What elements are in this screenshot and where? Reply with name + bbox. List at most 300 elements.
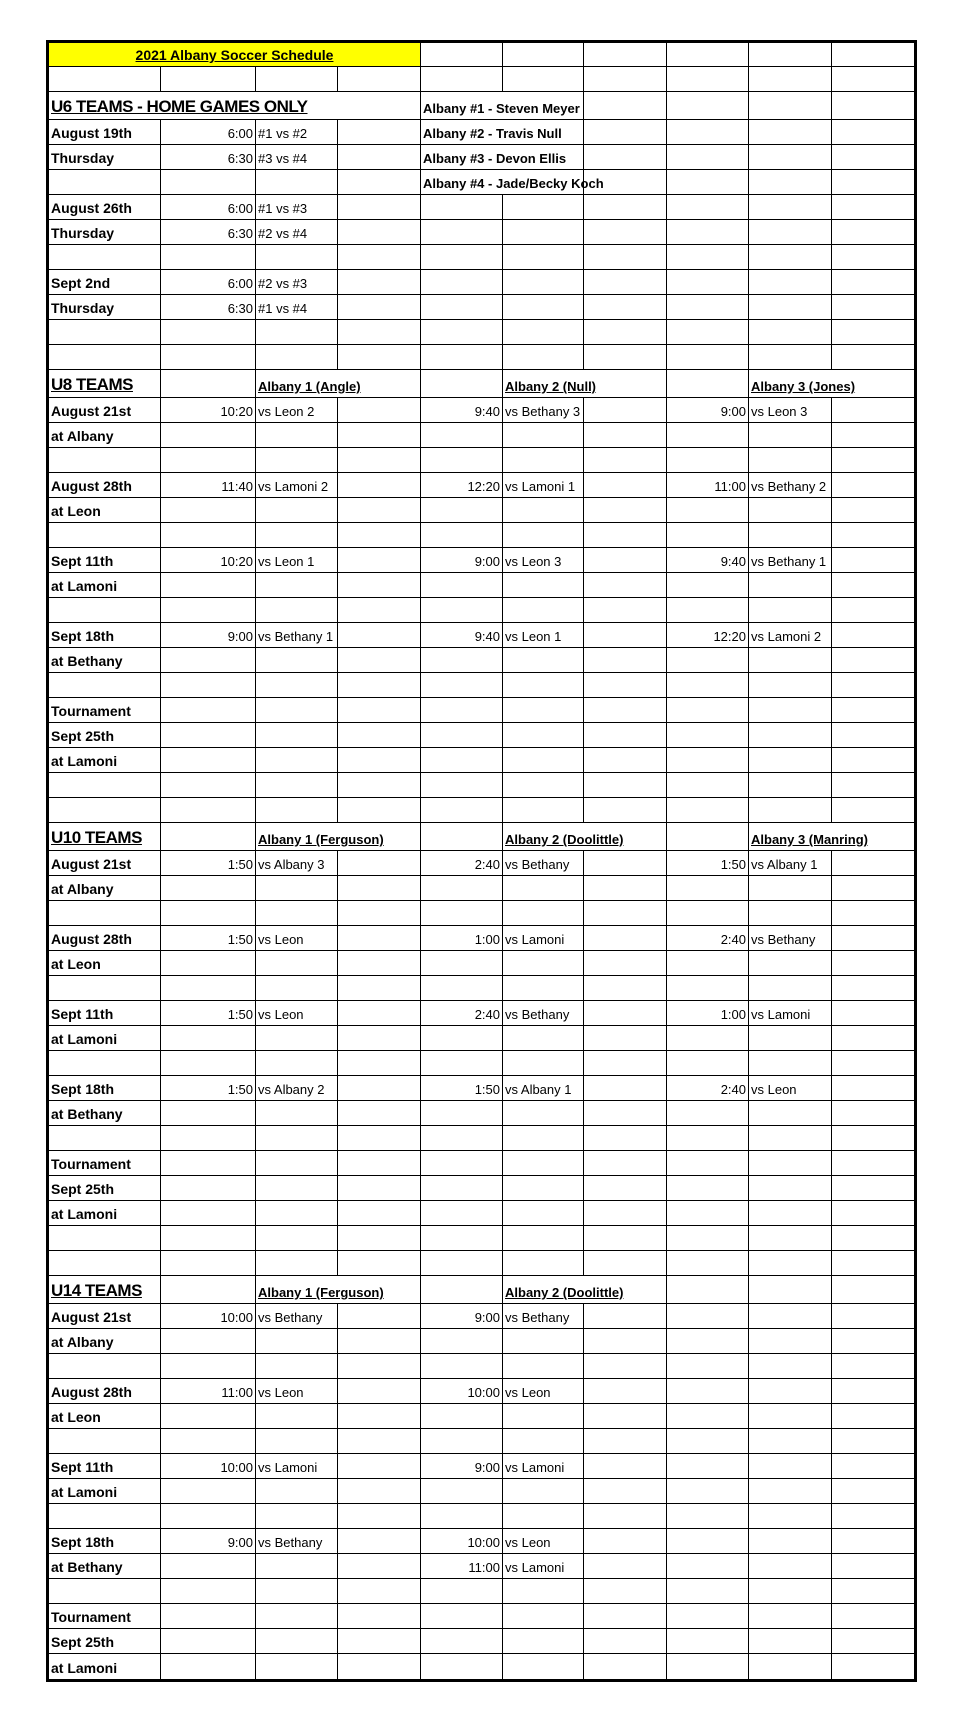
empty-cell[interactable] [584,195,667,220]
empty-cell[interactable] [256,1176,338,1201]
empty-cell[interactable] [832,1404,914,1429]
empty-cell[interactable] [584,851,667,876]
empty-cell[interactable] [503,951,584,976]
empty-cell[interactable] [256,1629,338,1654]
empty-cell[interactable] [161,498,256,523]
empty-cell[interactable] [161,345,256,370]
empty-cell[interactable] [667,195,749,220]
empty-cell[interactable] [161,1126,256,1151]
empty-cell[interactable] [503,1429,584,1454]
empty-cell[interactable] [667,598,749,623]
empty-cell[interactable] [667,120,749,145]
opponent-cell[interactable] [256,1379,338,1404]
empty-cell[interactable] [584,673,667,698]
empty-cell[interactable] [667,673,749,698]
opponent-cell[interactable] [256,120,338,145]
empty-cell[interactable] [161,1504,256,1529]
empty-cell[interactable] [338,1529,421,1554]
empty-cell[interactable] [832,1101,914,1126]
empty-cell[interactable] [256,1051,338,1076]
empty-cell[interactable] [832,320,914,345]
empty-cell[interactable] [584,926,667,951]
empty-cell[interactable] [256,1201,338,1226]
empty-cell[interactable] [667,295,749,320]
empty-cell[interactable] [161,423,256,448]
empty-cell[interactable] [667,1276,749,1304]
empty-cell[interactable] [49,1504,161,1529]
empty-cell[interactable] [667,951,749,976]
game-time-cell[interactable] [161,851,256,876]
empty-cell[interactable] [667,498,749,523]
empty-cell[interactable] [338,1504,421,1529]
empty-cell[interactable] [749,1251,832,1276]
date-label-cell[interactable] [49,1101,161,1126]
empty-cell[interactable] [749,598,832,623]
empty-cell[interactable] [421,523,503,548]
date-label-cell[interactable] [49,1329,161,1354]
empty-cell[interactable] [161,1604,256,1629]
empty-cell[interactable] [256,1126,338,1151]
empty-cell[interactable] [749,1276,832,1304]
empty-cell[interactable] [749,295,832,320]
empty-cell[interactable] [161,698,256,723]
empty-cell[interactable] [749,1454,832,1479]
empty-cell[interactable] [338,1226,421,1251]
empty-cell[interactable] [667,423,749,448]
opponent-cell[interactable] [256,270,338,295]
opponent-cell[interactable] [749,548,832,573]
empty-cell[interactable] [338,623,421,648]
empty-cell[interactable] [832,901,914,926]
opponent-cell[interactable] [256,220,338,245]
empty-cell[interactable] [749,270,832,295]
empty-cell[interactable] [421,1629,503,1654]
empty-cell[interactable] [584,1001,667,1026]
empty-cell[interactable] [667,976,749,1001]
opponent-cell[interactable] [503,851,584,876]
game-time-cell[interactable] [161,623,256,648]
empty-cell[interactable] [421,598,503,623]
empty-cell[interactable] [584,901,667,926]
empty-cell[interactable] [667,1429,749,1454]
empty-cell[interactable] [161,1654,256,1679]
empty-cell[interactable] [832,523,914,548]
date-label-cell[interactable] [49,1554,161,1579]
empty-cell[interactable] [667,1629,749,1654]
empty-cell[interactable] [667,270,749,295]
date-label-cell[interactable] [49,623,161,648]
empty-cell[interactable] [749,145,832,170]
empty-cell[interactable] [584,1051,667,1076]
empty-cell[interactable] [749,698,832,723]
empty-cell[interactable] [584,648,667,673]
empty-cell[interactable] [667,773,749,798]
game-time-cell[interactable] [667,851,749,876]
team-header-cell[interactable] [256,1276,421,1304]
date-label-cell[interactable] [49,1026,161,1051]
empty-cell[interactable] [749,523,832,548]
empty-cell[interactable] [667,1654,749,1679]
empty-cell[interactable] [832,723,914,748]
empty-cell[interactable] [832,67,914,92]
empty-cell[interactable] [584,1579,667,1604]
empty-cell[interactable] [338,270,421,295]
empty-cell[interactable] [503,1026,584,1051]
empty-cell[interactable] [256,448,338,473]
opponent-cell[interactable] [503,926,584,951]
empty-cell[interactable] [503,798,584,823]
empty-cell[interactable] [584,270,667,295]
empty-cell[interactable] [832,773,914,798]
empty-cell[interactable] [338,295,421,320]
empty-cell[interactable] [338,1354,421,1379]
empty-cell[interactable] [49,773,161,798]
empty-cell[interactable] [832,623,914,648]
empty-cell[interactable] [749,43,832,67]
empty-cell[interactable] [338,145,421,170]
empty-cell[interactable] [256,498,338,523]
empty-cell[interactable] [667,67,749,92]
empty-cell[interactable] [256,1504,338,1529]
empty-cell[interactable] [667,573,749,598]
empty-cell[interactable] [338,498,421,523]
empty-cell[interactable] [421,648,503,673]
empty-cell[interactable] [584,170,667,195]
game-time-cell[interactable] [667,548,749,573]
empty-cell[interactable] [49,673,161,698]
empty-cell[interactable] [421,245,503,270]
empty-cell[interactable] [832,498,914,523]
empty-cell[interactable] [667,1026,749,1051]
empty-cell[interactable] [584,1404,667,1429]
empty-cell[interactable] [503,976,584,1001]
empty-cell[interactable] [832,1429,914,1454]
empty-cell[interactable] [667,1554,749,1579]
opponent-cell[interactable] [749,623,832,648]
date-label-cell[interactable] [49,270,161,295]
empty-cell[interactable] [161,823,256,851]
empty-cell[interactable] [421,573,503,598]
opponent-cell[interactable] [503,1076,584,1101]
empty-cell[interactable] [749,1226,832,1251]
empty-cell[interactable] [584,1604,667,1629]
game-time-cell[interactable] [161,295,256,320]
empty-cell[interactable] [49,245,161,270]
empty-cell[interactable] [749,1329,832,1354]
section-header-cell[interactable] [49,823,161,851]
empty-cell[interactable] [421,1329,503,1354]
empty-cell[interactable] [161,370,256,398]
empty-cell[interactable] [338,1076,421,1101]
empty-cell[interactable] [584,1379,667,1404]
empty-cell[interactable] [503,723,584,748]
empty-cell[interactable] [256,1354,338,1379]
empty-cell[interactable] [832,951,914,976]
empty-cell[interactable] [503,345,584,370]
empty-cell[interactable] [584,548,667,573]
empty-cell[interactable] [749,1579,832,1604]
empty-cell[interactable] [667,448,749,473]
empty-cell[interactable] [832,1051,914,1076]
empty-cell[interactable] [256,1101,338,1126]
empty-cell[interactable] [667,1529,749,1554]
empty-cell[interactable] [338,1579,421,1604]
empty-cell[interactable] [421,773,503,798]
empty-cell[interactable] [421,1504,503,1529]
empty-cell[interactable] [338,1001,421,1026]
empty-cell[interactable] [503,598,584,623]
empty-cell[interactable] [503,876,584,901]
empty-cell[interactable] [749,1404,832,1429]
game-time-cell[interactable] [421,398,503,423]
empty-cell[interactable] [749,1554,832,1579]
empty-cell[interactable] [584,1454,667,1479]
empty-cell[interactable] [749,195,832,220]
empty-cell[interactable] [49,976,161,1001]
empty-cell[interactable] [667,145,749,170]
empty-cell[interactable] [421,370,503,398]
empty-cell[interactable] [832,976,914,1001]
empty-cell[interactable] [161,1276,256,1304]
empty-cell[interactable] [749,976,832,1001]
empty-cell[interactable] [256,723,338,748]
empty-cell[interactable] [749,1629,832,1654]
empty-cell[interactable] [667,1329,749,1354]
date-label-cell[interactable] [49,748,161,773]
opponent-cell[interactable] [256,1001,338,1026]
team-header-cell[interactable] [503,1276,667,1304]
empty-cell[interactable] [503,673,584,698]
empty-cell[interactable] [584,67,667,92]
empty-cell[interactable] [584,598,667,623]
opponent-cell[interactable] [256,623,338,648]
game-time-cell[interactable] [421,1379,503,1404]
date-label-cell[interactable] [49,295,161,320]
empty-cell[interactable] [161,1226,256,1251]
empty-cell[interactable] [503,295,584,320]
empty-cell[interactable] [161,67,256,92]
opponent-cell[interactable] [503,1379,584,1404]
empty-cell[interactable] [667,1479,749,1504]
empty-cell[interactable] [49,523,161,548]
opponent-cell[interactable] [749,473,832,498]
empty-cell[interactable] [749,901,832,926]
empty-cell[interactable] [256,1479,338,1504]
empty-cell[interactable] [338,1429,421,1454]
empty-cell[interactable] [832,220,914,245]
empty-cell[interactable] [584,1201,667,1226]
empty-cell[interactable] [584,320,667,345]
empty-cell[interactable] [49,1579,161,1604]
empty-cell[interactable] [256,67,338,92]
empty-cell[interactable] [749,448,832,473]
empty-cell[interactable] [503,448,584,473]
date-label-cell[interactable] [49,1176,161,1201]
opponent-cell[interactable] [503,473,584,498]
game-time-cell[interactable] [161,1529,256,1554]
empty-cell[interactable] [421,1354,503,1379]
empty-cell[interactable] [584,1126,667,1151]
empty-cell[interactable] [503,1579,584,1604]
empty-cell[interactable] [421,1026,503,1051]
empty-cell[interactable] [338,398,421,423]
empty-cell[interactable] [749,876,832,901]
empty-cell[interactable] [503,43,584,67]
empty-cell[interactable] [421,498,503,523]
date-label-cell[interactable] [49,1201,161,1226]
empty-cell[interactable] [256,1579,338,1604]
empty-cell[interactable] [584,245,667,270]
empty-cell[interactable] [338,1126,421,1151]
empty-cell[interactable] [421,423,503,448]
empty-cell[interactable] [584,1251,667,1276]
empty-cell[interactable] [49,1354,161,1379]
opponent-cell[interactable] [749,1001,832,1026]
date-label-cell[interactable] [49,1604,161,1629]
empty-cell[interactable] [421,748,503,773]
empty-cell[interactable] [49,1429,161,1454]
empty-cell[interactable] [584,423,667,448]
empty-cell[interactable] [584,1026,667,1051]
empty-cell[interactable] [421,1429,503,1454]
empty-cell[interactable] [49,170,161,195]
empty-cell[interactable] [832,748,914,773]
section-header-cell[interactable] [49,1276,161,1304]
empty-cell[interactable] [584,1354,667,1379]
empty-cell[interactable] [667,1379,749,1404]
opponent-cell[interactable] [256,1304,338,1329]
empty-cell[interactable] [832,423,914,448]
empty-cell[interactable] [584,145,667,170]
opponent-cell[interactable] [256,473,338,498]
empty-cell[interactable] [503,498,584,523]
date-label-cell[interactable] [49,951,161,976]
empty-cell[interactable] [832,1454,914,1479]
empty-cell[interactable] [49,1126,161,1151]
empty-cell[interactable] [832,926,914,951]
empty-cell[interactable] [161,976,256,1001]
empty-cell[interactable] [667,648,749,673]
empty-cell[interactable] [503,748,584,773]
empty-cell[interactable] [161,1554,256,1579]
empty-cell[interactable] [832,1151,914,1176]
empty-cell[interactable] [832,1629,914,1654]
empty-cell[interactable] [421,1151,503,1176]
empty-cell[interactable] [749,1126,832,1151]
empty-cell[interactable] [584,798,667,823]
empty-cell[interactable] [832,1076,914,1101]
empty-cell[interactable] [256,598,338,623]
empty-cell[interactable] [503,67,584,92]
empty-cell[interactable] [749,1176,832,1201]
empty-cell[interactable] [667,798,749,823]
empty-cell[interactable] [421,345,503,370]
empty-cell[interactable] [338,1176,421,1201]
empty-cell[interactable] [667,1101,749,1126]
empty-cell[interactable] [667,1579,749,1604]
empty-cell[interactable] [338,1151,421,1176]
empty-cell[interactable] [832,473,914,498]
empty-cell[interactable] [256,170,338,195]
empty-cell[interactable] [584,1076,667,1101]
empty-cell[interactable] [584,1654,667,1679]
empty-cell[interactable] [161,901,256,926]
date-label-cell[interactable] [49,573,161,598]
empty-cell[interactable] [338,1629,421,1654]
game-time-cell[interactable] [667,1076,749,1101]
opponent-cell[interactable] [749,851,832,876]
empty-cell[interactable] [256,1604,338,1629]
empty-cell[interactable] [832,120,914,145]
empty-cell[interactable] [503,220,584,245]
empty-cell[interactable] [161,723,256,748]
sheet-title-cell[interactable] [49,43,421,67]
game-time-cell[interactable] [161,1076,256,1101]
game-time-cell[interactable] [161,1454,256,1479]
empty-cell[interactable] [749,170,832,195]
empty-cell[interactable] [421,1654,503,1679]
empty-cell[interactable] [421,1126,503,1151]
empty-cell[interactable] [832,1276,914,1304]
empty-cell[interactable] [421,1101,503,1126]
empty-cell[interactable] [421,1251,503,1276]
empty-cell[interactable] [421,1579,503,1604]
empty-cell[interactable] [161,1329,256,1354]
empty-cell[interactable] [338,1101,421,1126]
date-label-cell[interactable] [49,876,161,901]
empty-cell[interactable] [749,423,832,448]
empty-cell[interactable] [832,170,914,195]
empty-cell[interactable] [503,423,584,448]
empty-cell[interactable] [338,345,421,370]
empty-cell[interactable] [338,901,421,926]
empty-cell[interactable] [256,245,338,270]
empty-cell[interactable] [503,1051,584,1076]
opponent-cell[interactable] [503,398,584,423]
empty-cell[interactable] [667,876,749,901]
empty-cell[interactable] [584,698,667,723]
game-time-cell[interactable] [161,220,256,245]
empty-cell[interactable] [161,1251,256,1276]
empty-cell[interactable] [161,1026,256,1051]
empty-cell[interactable] [832,345,914,370]
empty-cell[interactable] [832,1304,914,1329]
empty-cell[interactable] [338,423,421,448]
coach-roster-cell[interactable] [421,170,604,195]
empty-cell[interactable] [584,1304,667,1329]
empty-cell[interactable] [256,345,338,370]
empty-cell[interactable] [161,1429,256,1454]
empty-cell[interactable] [584,1554,667,1579]
empty-cell[interactable] [421,951,503,976]
empty-cell[interactable] [256,523,338,548]
empty-cell[interactable] [503,320,584,345]
empty-cell[interactable] [503,1629,584,1654]
empty-cell[interactable] [832,673,914,698]
game-time-cell[interactable] [421,1529,503,1554]
empty-cell[interactable] [832,1126,914,1151]
empty-cell[interactable] [749,1051,832,1076]
empty-cell[interactable] [584,43,667,67]
empty-cell[interactable] [338,1454,421,1479]
empty-cell[interactable] [338,473,421,498]
empty-cell[interactable] [584,951,667,976]
empty-cell[interactable] [749,798,832,823]
empty-cell[interactable] [667,345,749,370]
empty-cell[interactable] [832,548,914,573]
empty-cell[interactable] [421,67,503,92]
empty-cell[interactable] [749,1429,832,1454]
